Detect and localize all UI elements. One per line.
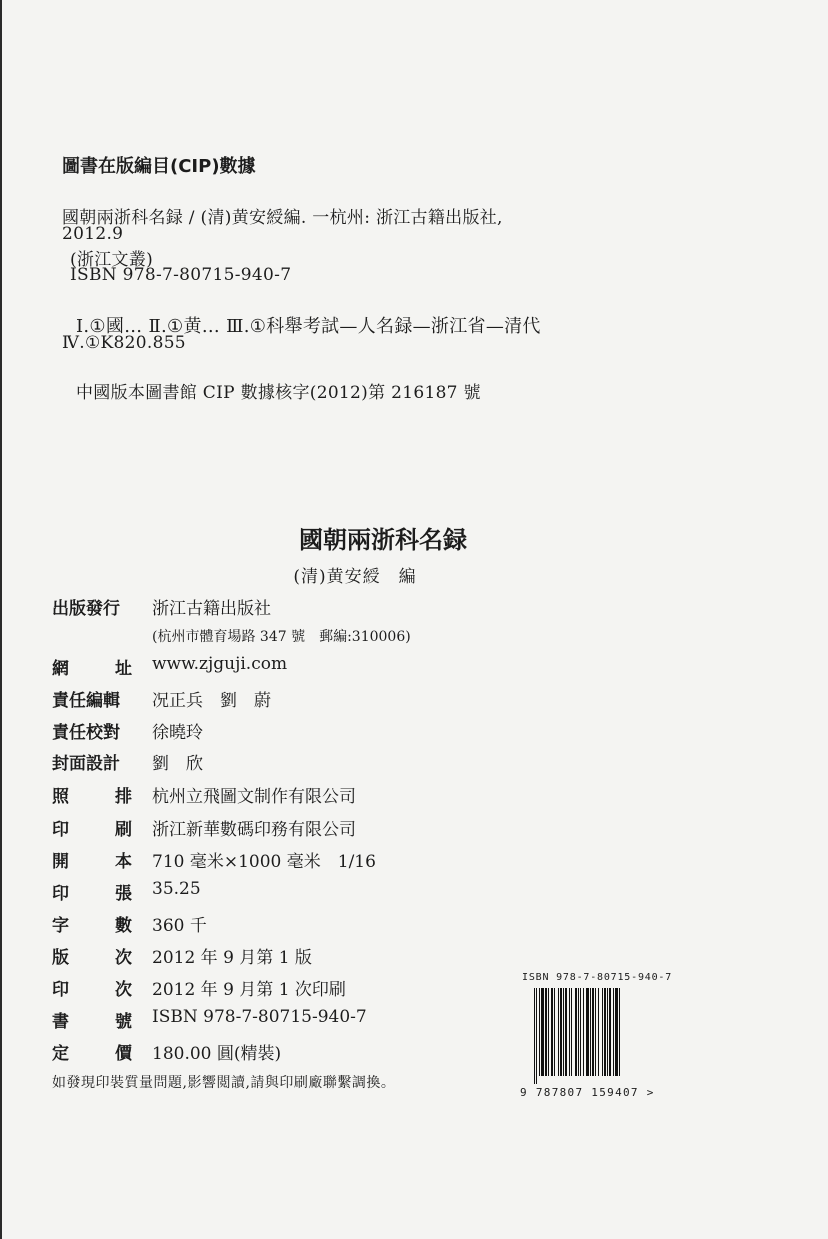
barcode-bar bbox=[575, 988, 577, 1076]
website: www.zjguji.com bbox=[152, 654, 288, 674]
barcode-bar bbox=[545, 988, 547, 1076]
barcode-bar bbox=[578, 988, 579, 1076]
cip-approval-number: 中國版本圖書館 CIP 數據核字(2012)第 216187 號 bbox=[76, 383, 481, 403]
cip-classification: Ⅰ.①國… Ⅱ.①黄… Ⅲ.①科舉考試—人名録—浙江省—清代 bbox=[76, 316, 541, 337]
barcode-bar bbox=[539, 988, 540, 1076]
barcode-bar bbox=[598, 988, 599, 1076]
barcode-bar bbox=[619, 988, 620, 1076]
barcode-bar bbox=[580, 988, 581, 1076]
proofreader: 徐曉玲 bbox=[152, 723, 203, 743]
barcode-bar bbox=[615, 988, 618, 1076]
barcode-bar bbox=[602, 988, 603, 1076]
edition: 2012 年 9 月第 1 版 bbox=[152, 948, 312, 968]
barcode-bar bbox=[607, 988, 608, 1076]
cip-line: 國朝兩浙科名録 / (清)黄安綬編. 一杭州: 浙江古籍出版社, bbox=[62, 208, 503, 228]
barcode-bar bbox=[565, 988, 567, 1076]
cip-line: 2012.9 bbox=[62, 224, 124, 244]
barcode-bar bbox=[586, 988, 589, 1076]
cover-designer: 劉 欣 bbox=[152, 754, 203, 774]
barcode-bar bbox=[548, 988, 549, 1076]
edition-label: 版 次 bbox=[52, 948, 132, 968]
barcode-bar bbox=[590, 988, 591, 1076]
publisher-label: 出版發行 bbox=[52, 599, 120, 619]
book-title: 國朝兩浙科名録 bbox=[299, 526, 467, 554]
barcode-bar bbox=[583, 988, 584, 1076]
barcode-bar bbox=[541, 988, 544, 1076]
barcode-bar bbox=[613, 988, 614, 1076]
barcode-bar bbox=[609, 988, 611, 1076]
words-label: 字 數 bbox=[52, 916, 132, 936]
cip-line: ISBN 978-7-80715-940-7 bbox=[70, 265, 292, 285]
barcode-bar bbox=[604, 988, 606, 1076]
impression: 2012 年 9 月第 1 次印刷 bbox=[152, 980, 346, 1000]
barcode-isbn-text: ISBN 978-7-80715-940-7 bbox=[522, 972, 673, 983]
barcode-bar bbox=[560, 988, 562, 1076]
barcode-bar bbox=[536, 988, 537, 1084]
price-label: 定 價 bbox=[52, 1044, 132, 1064]
barcode-bar bbox=[595, 988, 596, 1076]
responsible-editor: 况正兵 劉 蔚 bbox=[152, 691, 271, 711]
sheets-label: 印 張 bbox=[52, 884, 132, 904]
barcode-image bbox=[534, 988, 676, 1084]
price: 180.00 圓(精裝) bbox=[152, 1044, 282, 1064]
publisher-address: (杭州市體育場路 347 號 郵編:310006) bbox=[152, 629, 411, 645]
barcode-bar bbox=[569, 988, 570, 1076]
typesetter: 杭州立飛圖文制作有限公司 bbox=[152, 787, 356, 807]
barcode-bar bbox=[563, 988, 564, 1076]
barcode-digits: 9 787807 159407 > bbox=[520, 1086, 655, 1099]
format: 710 毫米×1000 毫米 1/16 bbox=[152, 852, 376, 872]
cip-line: (浙江文叢) bbox=[70, 250, 154, 270]
isbn-label: 書 號 bbox=[52, 1012, 132, 1032]
barcode-bar bbox=[558, 988, 559, 1076]
cip-classification: Ⅳ.①K820.855 bbox=[62, 333, 186, 353]
typeset-label: 照 排 bbox=[52, 787, 132, 807]
printed-sheets: 35.25 bbox=[152, 879, 201, 899]
barcode-bar bbox=[534, 988, 535, 1084]
quality-feedback-note: 如發現印裝質量問題,影響閲讀,請與印刷廠聯繫調換。 bbox=[52, 1075, 396, 1091]
cover-label: 封面設計 bbox=[52, 754, 120, 774]
website-label: 網 址 bbox=[52, 659, 132, 679]
publisher: 浙江古籍出版社 bbox=[152, 599, 271, 619]
barcode-bar bbox=[592, 988, 594, 1076]
barcode-bar bbox=[571, 988, 572, 1076]
barcode-bar bbox=[551, 988, 553, 1076]
isbn: ISBN 978-7-80715-940-7 bbox=[152, 1007, 367, 1027]
editor-label: 責任編輯 bbox=[52, 691, 120, 711]
cip-heading: 圖書在版編目(CIP)數據 bbox=[62, 156, 256, 177]
book-editor: (清)黄安綬 編 bbox=[293, 567, 417, 587]
proofread-label: 責任校對 bbox=[52, 723, 120, 743]
format-label: 開 本 bbox=[52, 852, 132, 872]
barcode-bar bbox=[554, 988, 555, 1076]
impression-label: 印 次 bbox=[52, 980, 132, 1000]
print-label: 印 刷 bbox=[52, 820, 132, 840]
printer: 浙江新華數碼印務有限公司 bbox=[152, 820, 356, 840]
word-count: 360 千 bbox=[152, 916, 207, 936]
page-edge-line bbox=[0, 0, 2, 1239]
